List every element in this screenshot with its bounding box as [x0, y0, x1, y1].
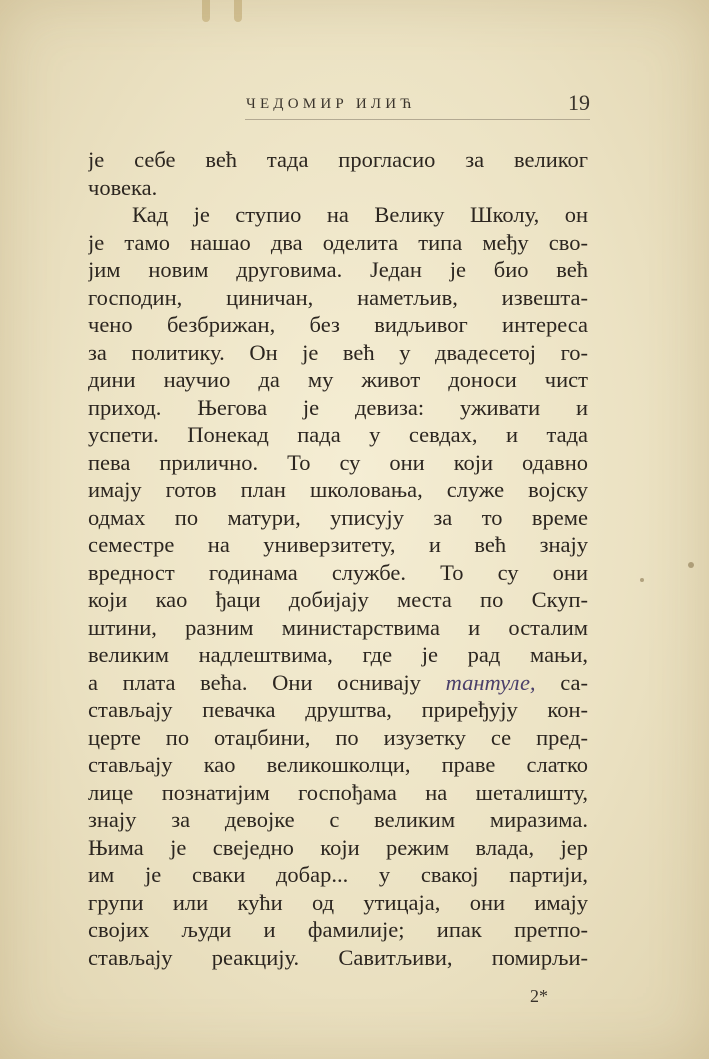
- text-line: [88, 146, 588, 174]
- text-line: [88, 449, 588, 477]
- text-line-content: знају за девојке с великим миразима.: [88, 807, 588, 832]
- text-line: [88, 476, 588, 504]
- text-line: [88, 751, 588, 779]
- text-line: [88, 229, 588, 257]
- text-line: [88, 339, 588, 367]
- text-line-content: чено безбрижан, без видљивог интереса: [88, 312, 588, 337]
- text-line: [88, 779, 588, 807]
- text-line-content: а плата већа. Они оснивају: [88, 669, 446, 695]
- text-line: [88, 366, 588, 394]
- text-line-content: штини, разним министарствима и осталим: [88, 614, 588, 640]
- text-line: [88, 559, 588, 587]
- text-line-content: господин, циничан, наметљив, извешта-: [88, 284, 588, 310]
- text-line-content: им је сваки добар... у свакој партији,: [88, 862, 588, 887]
- text-line-content: је себе већ тада прогласио за великог: [88, 147, 588, 172]
- text-line: [88, 861, 588, 889]
- signature-mark: 2*: [530, 986, 548, 1006]
- text-line-content: који као ђаци добијају места по Скуп-: [88, 587, 588, 612]
- text-line: [88, 174, 588, 202]
- text-line-content: Кад је ступио на Велику Школу, он: [132, 202, 588, 227]
- text-line: [88, 531, 588, 559]
- text-line-content: лице познатијим госпођама на шеталишту,: [88, 779, 588, 805]
- page-number: 19: [568, 90, 590, 115]
- text-line-content: одмах по матури, уписују за то време: [88, 504, 588, 530]
- binding-thread-marks: [196, 0, 248, 22]
- text-line-content: својих људи и фамилије; ипак претпо-: [88, 917, 588, 942]
- text-line-content: стављају реакцију. Савитљиви, помирљи-: [88, 944, 588, 970]
- text-line: [88, 916, 588, 944]
- text-line-content: дини научио да му живот доноси чист: [88, 367, 588, 392]
- text-line: [88, 284, 588, 312]
- text-line-content: вредност годинама службе. То су они: [88, 559, 588, 585]
- text-line-content: је тамо нашао два оделита типа међу сво-: [88, 229, 588, 255]
- page-header: [240, 90, 590, 120]
- text-line-content: успети. Понекад пада у севдах, и тада: [88, 422, 588, 447]
- text-line: [88, 641, 588, 669]
- text-line-content: јим новим друговима. Један је био већ: [88, 257, 588, 282]
- italic-word: тантуле,: [445, 669, 536, 695]
- text-line-content: церте по отаџбини, по изузетку се пред-: [88, 724, 588, 750]
- text-line-content: групи или кући од утицаја, они имају: [88, 889, 588, 915]
- text-line-content: за политику. Он је већ у двадесетој го-: [88, 339, 588, 365]
- text-line: [88, 311, 588, 339]
- body-text: [88, 146, 588, 971]
- text-line: [88, 504, 588, 532]
- text-line: [88, 394, 588, 422]
- text-line: [88, 944, 588, 972]
- text-line: [88, 201, 588, 229]
- header-rule: [245, 119, 590, 120]
- text-line: [88, 806, 588, 834]
- text-line: [88, 724, 588, 752]
- text-line-content: човека.: [88, 174, 158, 200]
- text-line: [88, 421, 588, 449]
- text-line: [88, 256, 588, 284]
- text-line: [88, 586, 588, 614]
- running-head: ЧЕДОМИР ИЛИЋ: [246, 96, 416, 112]
- text-line-content: пева прилично. То су они који одавно: [88, 449, 588, 475]
- text-line-content: Њима је свеједно који режим влада, јер: [88, 834, 588, 860]
- ink-speck: [688, 562, 694, 568]
- text-line: [88, 889, 588, 917]
- text-line-content: стављају као великошколци, праве слатко: [88, 752, 588, 777]
- text-line: [88, 834, 588, 862]
- text-line-content: великим надлештвима, где је рад мањи,: [88, 642, 588, 667]
- text-line: [88, 614, 588, 642]
- text-line-content: стављају певачка друштва, приређују кон-: [88, 697, 588, 722]
- ink-speck: [640, 578, 644, 582]
- text-line-continuation: са-: [535, 669, 588, 695]
- text-line-content: приход. Његова је девиза: уживати и: [88, 394, 588, 420]
- text-line: [88, 696, 588, 724]
- text-line-content: семестре на универзитету, и већ знају: [88, 532, 588, 557]
- text-line: [88, 669, 588, 697]
- text-line-content: имају готов план школовања, служе војску: [88, 477, 588, 502]
